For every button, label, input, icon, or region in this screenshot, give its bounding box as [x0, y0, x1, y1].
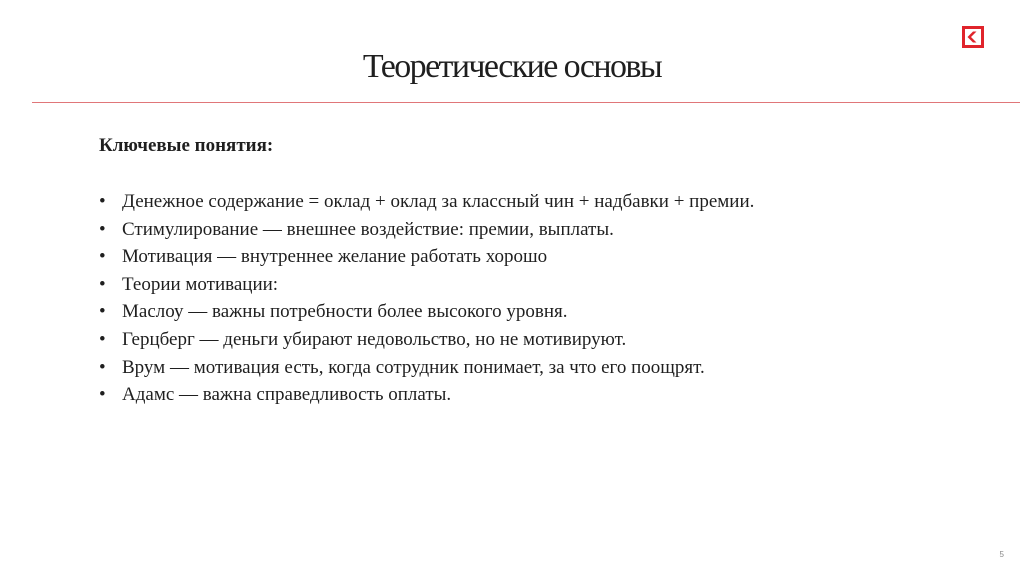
list-item-text: Теории мотивации:: [122, 273, 279, 295]
list-item: [99, 326, 979, 354]
list-item-text: Мотивация — внутреннее желание работать хорошо: [122, 246, 548, 268]
bullet-icon: •: [99, 273, 106, 295]
brand-logo-icon: [962, 26, 984, 48]
concepts-list: [99, 188, 979, 409]
list-item-text: Герцберг — деньги убирают недовольство, но не мотивируют.: [122, 328, 627, 350]
bullet-icon: •: [99, 384, 106, 406]
list-item: [99, 354, 979, 382]
list-item-text: Денежное содержание = оклад + оклад за классный чин + надбавки + премии.: [122, 191, 755, 212]
list-item-text: Маслоу — важны потребности более высокого уровня.: [122, 301, 568, 323]
bullet-icon: •: [99, 301, 106, 323]
bullet-icon: •: [99, 218, 106, 240]
list-item: [99, 271, 979, 299]
bullet-icon: •: [99, 356, 106, 378]
bullet-icon: •: [99, 191, 106, 212]
list-item: [99, 298, 979, 326]
list-item: [99, 188, 979, 216]
list-item-text: Врум — мотивация есть, когда сотрудник понимает, за что его поощрят.: [122, 356, 705, 378]
list-item: [99, 243, 979, 271]
slide-content: [99, 132, 979, 409]
bullet-icon: •: [99, 328, 106, 350]
list-item: [99, 216, 979, 244]
slide-title: Теоретические основы: [362, 48, 662, 85]
bullet-icon: •: [99, 246, 106, 268]
list-item-text: Стимулирование — внешнее воздействие: премии, выплаты.: [122, 218, 614, 240]
list-item-text: Адамс — важна справедливость оплаты.: [122, 384, 452, 406]
list-item: [99, 381, 979, 409]
title-divider: [32, 102, 1020, 103]
page-number: 5: [999, 550, 1004, 559]
key-concepts-heading: Ключевые понятия:: [99, 135, 274, 156]
